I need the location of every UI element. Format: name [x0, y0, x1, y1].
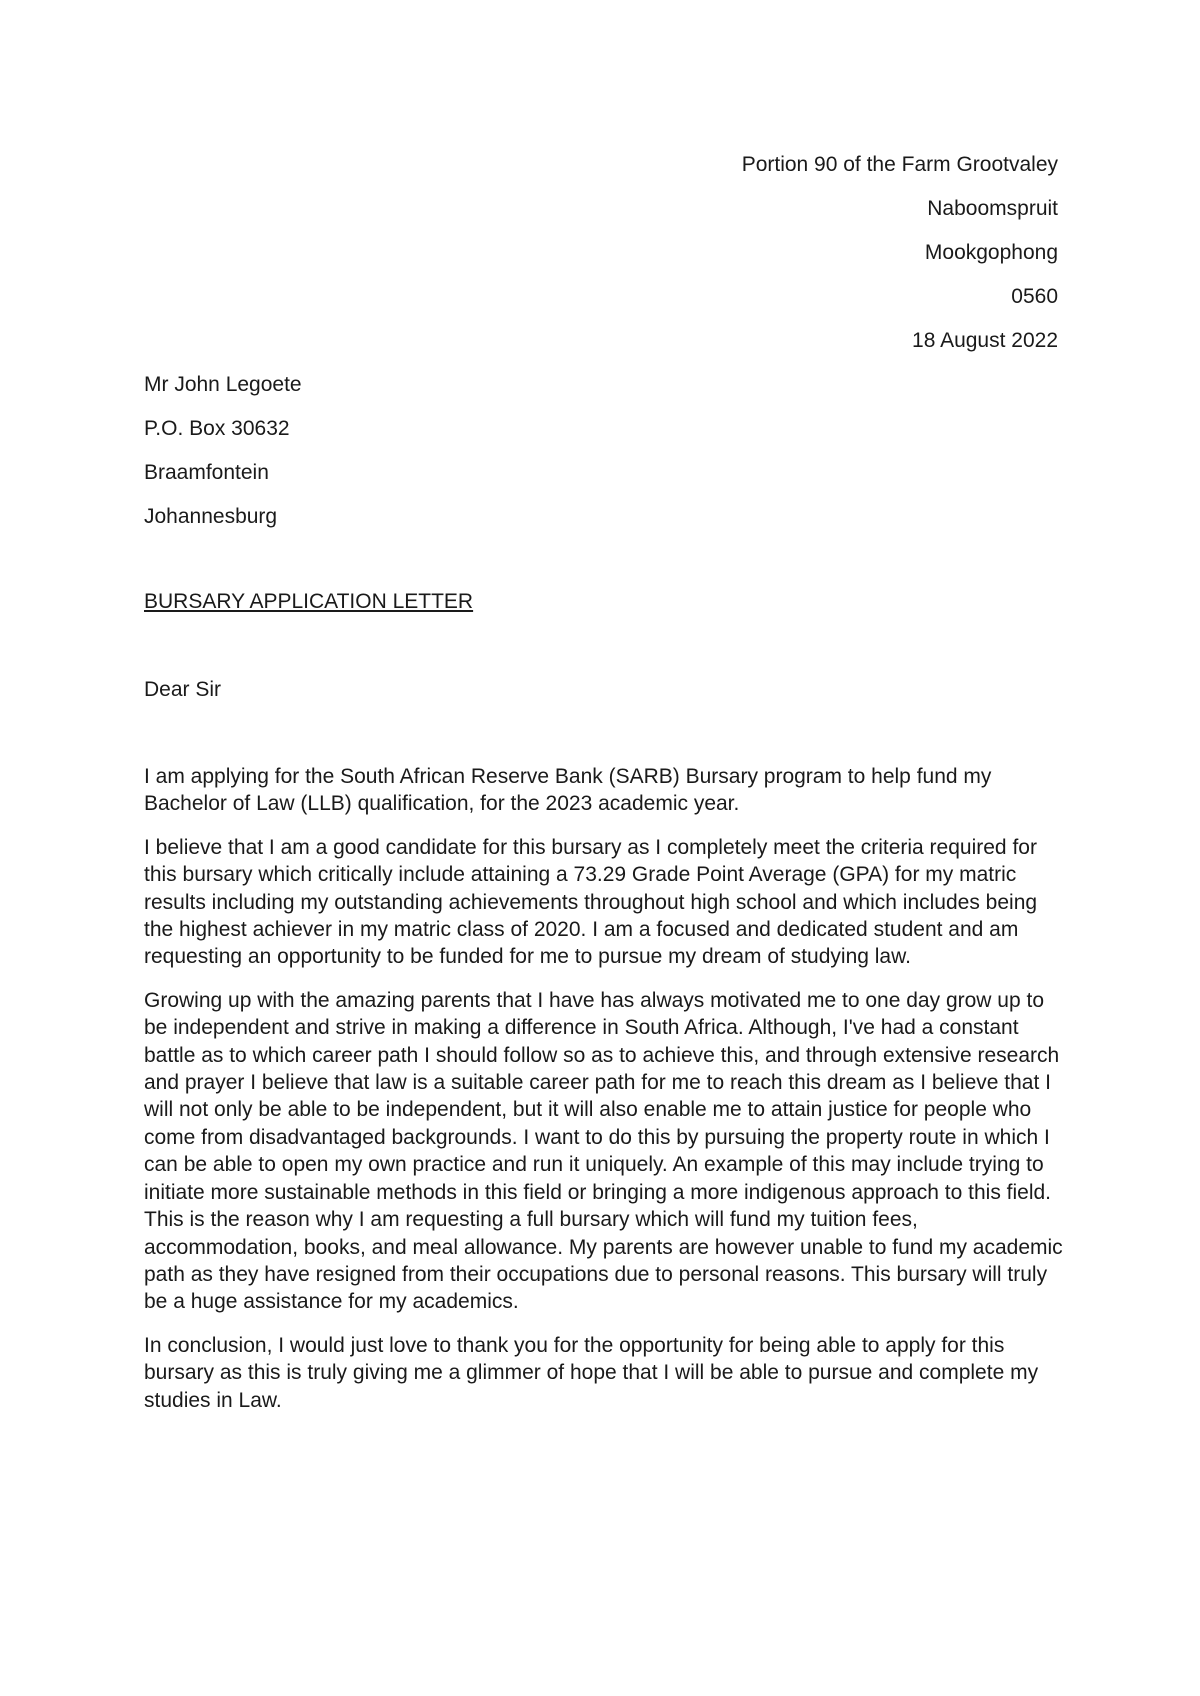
- body-paragraph: I am applying for the South African Reserve Bank (SARB) Bursary program to help fund my Bachelor of Law (LLB) qualification, for the 2023 academic year.: [144, 765, 992, 816]
- recipient-name: Mr John Legoete: [144, 373, 302, 396]
- letter-subject: BURSARY APPLICATION LETTER: [144, 590, 474, 613]
- recipient-city: Johannesburg: [144, 505, 278, 528]
- recipient-po-box: P.O. Box 30632: [144, 417, 290, 440]
- letter-body: [144, 763, 1064, 1430]
- recipient-address-block: [144, 370, 302, 546]
- sender-address-line2: Naboomspruit: [927, 197, 1058, 220]
- body-paragraph: Growing up with the amazing parents that I have has always motivated me to one day grow up to be independent and strive in making a difference in South Africa. Although, I've had a constant battle as to which career path I should follow so as to achieve this, and through extensive research and prayer I believe that law is a suitable career path for me to reach this dream as I believe that I will not only be able to be independent, but it will also enable me to attain justice for people who come from disadvantaged backgrounds. I want to do this by pursuing the property route in which I can be able to open my own practice and run it uniquely. An example of this may include trying to initiate more sustainable methods in this field or bringing a more indigenous approach to this field. This is the reason why I am requesting a full bursary which will fund my tuition fees, accommodation, books, and meal allowance. My parents are however unable to fund my academic path as they have resigned from their occupations due to personal reasons. This bursary will truly be a huge assistance for my academics.: [144, 988, 1063, 1314]
- sender-address-line1: Portion 90 of the Farm Grootvaley: [741, 153, 1058, 176]
- body-paragraph: In conclusion, I would just love to thank you for the opportunity for being able to apply for this bursary as this is truly giving me a glimmer of hope that I will be able to pursue and complete my studies in Law.: [144, 1333, 1039, 1412]
- letter-date: 18 August 2022: [912, 329, 1058, 352]
- recipient-suburb: Braamfontein: [144, 461, 269, 484]
- letter-salutation: Dear Sir: [144, 678, 222, 701]
- sender-postal-code: 0560: [1011, 285, 1058, 308]
- body-paragraph: I believe that I am a good candidate for this bursary as I completely meet the criteria required for this bursary which critically include attaining a 73.29 Grade Point Average (GPA) for my matric results including my outstanding achievements throughout high school and which includes being the highest achiever in my matric class of 2020. I am a focused and dedicated student and am requesting an opportunity to be funded for me to pursue my dream of studying law.: [144, 835, 1038, 969]
- sender-address-line3: Mookgophong: [924, 241, 1058, 264]
- sender-address-block: [742, 150, 1058, 370]
